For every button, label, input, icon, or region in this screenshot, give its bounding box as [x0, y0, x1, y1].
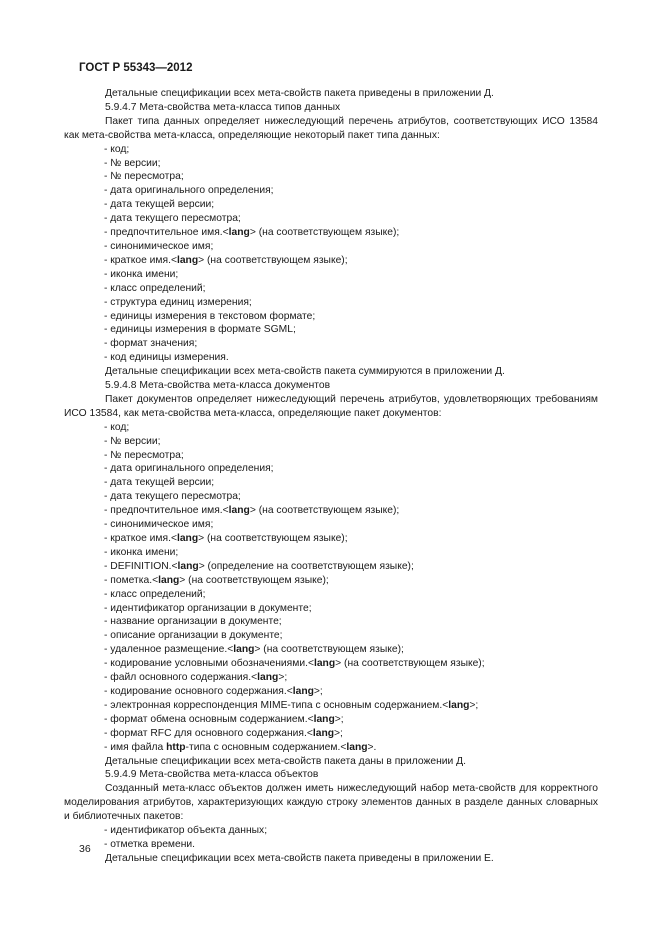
list-item-text: > (на соответствующем языке);: [198, 533, 348, 544]
document-body: [64, 87, 598, 866]
list-item-text: - № пересмотра;: [104, 171, 184, 183]
list-item-text: - удаленное размещение.<: [104, 644, 234, 656]
list-item-text: - идентификатор объекта данных;: [104, 825, 268, 837]
list-item: [64, 157, 598, 171]
list-item: [64, 504, 598, 518]
list-item-text: - дата текущего пересмотра;: [104, 213, 241, 225]
list-item: [64, 518, 598, 532]
list-item: [64, 240, 598, 254]
paragraph: Созданный мета-класс объектов должен иметь нижеследующий набор мета-свойств для корректного моделирования атрибутов, характеризующих каждую строку элементов данных в разделе данных словарных и библиотечных пакетов:: [64, 783, 598, 823]
list-item: [64, 323, 598, 337]
bold-term: lang: [228, 505, 250, 517]
list-item: [64, 574, 598, 588]
list-item-text: - синонимическое имя;: [104, 519, 214, 531]
list-item-text: >.: [367, 741, 377, 753]
list-item-text: -типа с основным содержанием.<: [185, 741, 347, 753]
list-item: [64, 351, 598, 365]
list-item: [64, 657, 598, 671]
list-item-text: >;: [334, 727, 343, 739]
paragraph: 5.9.4.9 Мета-свойства мета-класса объектов: [105, 769, 319, 781]
list-item: [64, 337, 598, 351]
bold-term: lang: [313, 658, 336, 670]
list-item-text: - класс определений;: [104, 588, 206, 600]
list-item: [64, 699, 598, 713]
list-item-text: - № пересмотра;: [104, 449, 184, 461]
list-item: [64, 560, 598, 574]
list-item: [64, 170, 598, 184]
list-item: [64, 727, 598, 741]
list-item: [64, 713, 598, 727]
list-item-text: - код;: [104, 421, 130, 433]
list-item-text: > (на соответствующем языке);: [179, 574, 329, 586]
list-item: [64, 296, 598, 310]
list-item-text: - единицы измерения в формате SGML;: [104, 324, 296, 336]
list-item-text: - краткое имя.<: [104, 533, 177, 544]
list-item-text: > (на соответствующем языке);: [249, 227, 400, 239]
paragraph: Детальные спецификации всех мета-свойств пакета приведены в приложении Д.: [105, 88, 494, 99]
list-item-text: - отметка времени.: [104, 838, 196, 850]
list-item: [64, 741, 598, 755]
list-item-text: - краткое имя.<: [104, 254, 177, 266]
list-item: [64, 226, 598, 240]
bold-term: lang: [312, 727, 335, 739]
list-item: [64, 212, 598, 226]
bold-term: lang: [346, 741, 368, 753]
list-item: [64, 602, 598, 616]
list-item: [64, 254, 598, 268]
list-item-text: - иконка имени;: [104, 268, 179, 280]
list-item-text: - формат значения;: [104, 338, 198, 350]
list-item-text: - пометка.<: [104, 574, 159, 586]
list-item-text: - № версии;: [104, 435, 161, 447]
bold-term: lang: [292, 685, 314, 697]
list-item: [64, 671, 598, 685]
list-item-text: - кодирование основного содержания.<: [104, 685, 293, 697]
paragraph: Детальные спецификации всех мета-свойств пакета приведены в приложении Е.: [105, 852, 494, 864]
list-item: [64, 198, 598, 212]
bold-term: lang: [313, 713, 335, 725]
list-item-text: - синонимическое имя;: [104, 240, 214, 252]
list-item-text: - файл основного содержания.<: [104, 672, 258, 684]
list-item-text: - название организации в документе;: [104, 616, 282, 628]
list-item-text: - дата оригинального определения;: [104, 185, 274, 197]
bold-term: lang: [158, 574, 180, 586]
list-item-text: > (на соответствующем языке);: [198, 254, 348, 266]
paragraph: 5.9.4.8 Мета-свойства мета-класса документов: [105, 380, 331, 392]
list-item: [64, 532, 598, 546]
bold-term: lang: [448, 699, 470, 711]
bold-term: lang: [233, 644, 255, 656]
list-item: [64, 449, 598, 463]
list-item: [64, 421, 598, 435]
list-item: [64, 268, 598, 282]
list-item-text: >;: [278, 672, 288, 684]
list-item-text: - формат RFC для основного содержания.<: [104, 727, 313, 739]
list-item-text: - дата текущего пересмотра;: [104, 491, 241, 503]
list-item-text: - иконка имени;: [104, 546, 179, 558]
paragraph: Детальные спецификации всех мета-свойств пакета суммируются в приложении Д.: [105, 366, 505, 378]
list-item-text: - предпочтительное имя.<: [104, 505, 229, 517]
list-item-text: - дата текущей версии;: [104, 477, 215, 489]
list-item-text: - дата оригинального определения;: [104, 463, 274, 475]
paragraph: 5.9.4.7 Мета-свойства мета-класса типов данных: [105, 101, 341, 113]
list-item: [64, 615, 598, 629]
list-item-text: > (на соответствующем языке);: [254, 644, 404, 656]
list-item: [64, 184, 598, 198]
list-item-text: - предпочтительное имя.<: [104, 227, 229, 239]
list-item: [64, 824, 598, 838]
list-item-text: - DEFINITION.<: [104, 560, 178, 572]
bold-term: lang: [176, 254, 199, 266]
list-item-text: - код;: [104, 143, 130, 155]
list-item-text: - описание организации в документе;: [104, 630, 283, 642]
list-item-text: - дата текущей версии;: [104, 199, 215, 211]
paragraph: Пакет документов определяет нижеследующий перечень атрибутов, удовлетворяющих требованиям ИСО 13584, как мета-свойства мета-класса, определяющие пакет документов:: [64, 393, 598, 419]
list-item-text: >;: [469, 699, 479, 711]
list-item-text: - единицы измерения в текстовом формате;: [104, 310, 316, 322]
bold-term: lang: [177, 560, 199, 572]
list-item: [64, 310, 598, 324]
list-item-text: - код единицы измерения.: [104, 352, 229, 364]
list-item-text: > (определение на соответствующем языке);: [198, 560, 414, 572]
list-item: [64, 435, 598, 449]
list-item-text: > (на соответствующем языке);: [335, 658, 485, 670]
bold-term: lang: [176, 533, 199, 544]
list-item-text: - класс определений;: [104, 282, 206, 294]
list-item-text: - № версии;: [104, 157, 161, 169]
list-item: [64, 546, 598, 560]
bold-term: http: [166, 741, 186, 753]
list-item: [64, 588, 598, 602]
list-item: [64, 462, 598, 476]
list-item-text: - идентификатор организации в документе;: [104, 602, 312, 614]
list-item: [64, 643, 598, 657]
list-item: [64, 685, 598, 699]
bold-term: lang: [257, 672, 279, 684]
list-item: [64, 629, 598, 643]
list-item-text: >;: [334, 713, 344, 725]
list-item-text: - формат обмена основным содержанием.<: [104, 713, 314, 725]
list-item: [64, 838, 598, 852]
list-item-text: >;: [313, 685, 323, 697]
list-item: [64, 476, 598, 490]
list-item: [64, 490, 598, 504]
list-item-text: - структура единиц измерения;: [104, 296, 252, 308]
document-header: ГОСТ Р 55343—2012: [79, 62, 193, 74]
paragraph: Пакет типа данных определяет нижеследующий перечень атрибутов, соответствующих ИСО 13584 как мета-свойства мета-класса, определяющие некоторый пакет типа данных:: [64, 115, 598, 141]
list-item: [64, 143, 598, 157]
list-item-text: - электронная корреспонденция MIME-типа с основным содержанием.<: [104, 699, 449, 711]
paragraph: Детальные спецификации всех мета-свойств пакета даны в приложении Д.: [105, 755, 466, 767]
list-item-text: > (на соответствующем языке);: [249, 505, 400, 517]
list-item: [64, 282, 598, 296]
list-item-text: - кодирование условными обозначениями.<: [104, 658, 314, 670]
bold-term: lang: [228, 227, 250, 239]
list-item-text: - имя файла: [104, 741, 167, 753]
page-number: 36: [79, 843, 91, 855]
